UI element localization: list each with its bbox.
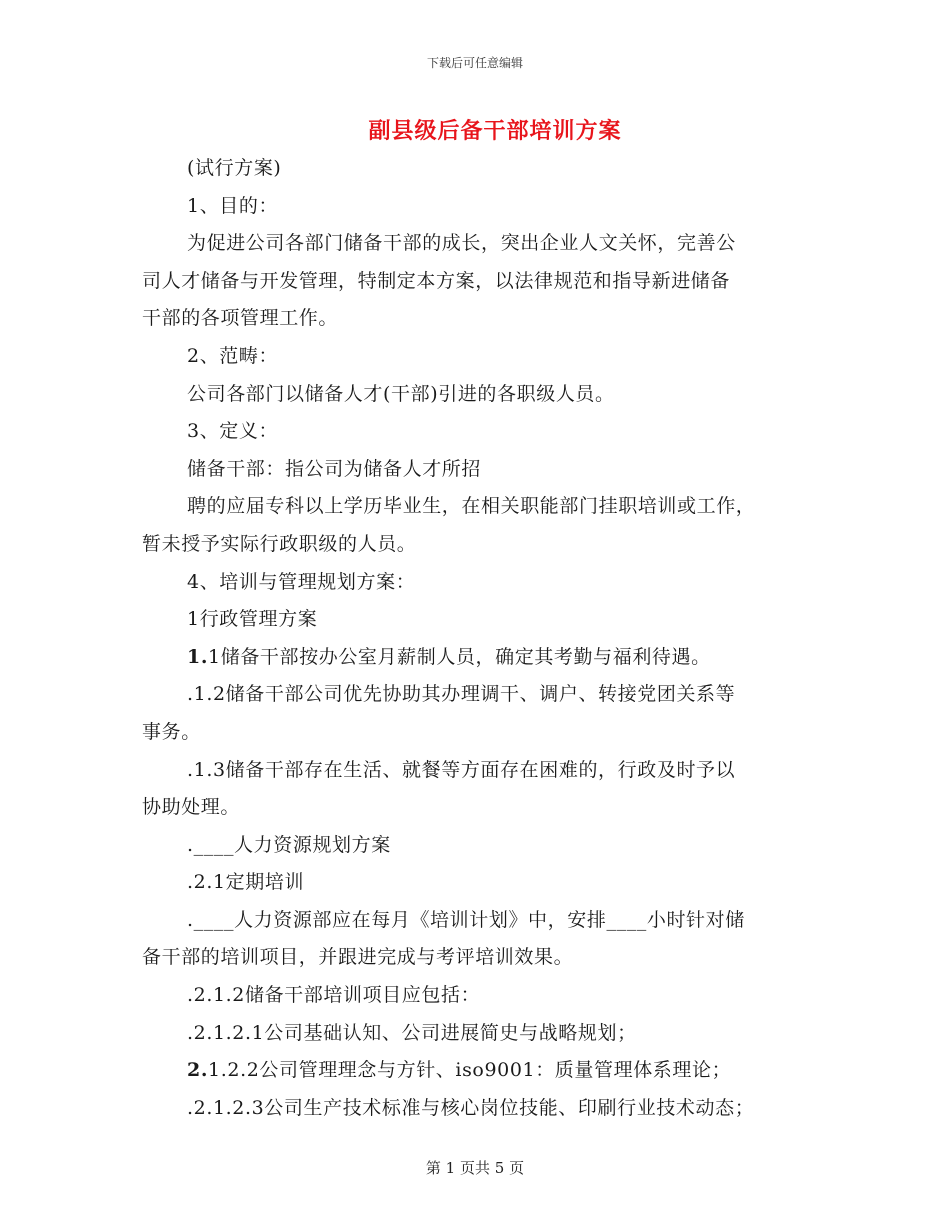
paragraph-line: 1行政管理方案 — [187, 608, 318, 631]
paragraph-line: 4、培训与管理规划方案： — [187, 570, 416, 593]
line-number-prefix: 1. — [187, 645, 209, 668]
document-title: 副县级后备干部培训方案 — [368, 118, 622, 144]
paragraph-line: 储备干部：指公司为储备人才所招 — [187, 457, 482, 480]
paragraph-line: 司人才储备与开发管理，特制定本方案，以法律规范和指导新进储备 — [142, 269, 731, 292]
paragraph-line: 1、目的： — [187, 194, 279, 217]
paragraph-line: 公司各部门以储备人才(干部)引进的各职级人员。 — [187, 382, 615, 405]
line-text: 1.2.2公司管理理念与方针、iso9001：质量管理体系理论； — [208, 1059, 732, 1082]
paragraph-line: .1.3储备干部存在生活、就餐等方面存在困难的，行政及时予以 — [187, 758, 736, 781]
paragraph-line: .____人力资源规划方案 — [187, 833, 391, 856]
line-number-prefix: 2. — [187, 1059, 209, 1082]
paragraph-line: .1.2储备干部公司优先协助其办理调干、调户、转接党团关系等 — [187, 683, 736, 706]
paragraph-line: 备干部的培训项目，并跟进完成与考评培训效果。 — [142, 946, 574, 969]
paragraph-line — [142, 639, 807, 677]
paragraph-line: .2.1.2储备干部培训项目应包括： — [187, 984, 481, 1007]
paragraph-line: .____人力资源部应在每月《培训计划》中，安排____小时针对储 — [187, 908, 745, 931]
paragraph-line: .2.1.2.3公司生产技术标准与核心岗位技能、印刷行业技术动态； — [187, 1096, 755, 1119]
paragraph-line: 3、定义： — [187, 420, 279, 443]
page-header: 下载后可任意编辑 — [426, 56, 523, 70]
paragraph-line — [142, 1052, 807, 1090]
paragraph-line: 聘的应届专科以上学历毕业生，在相关职能部门挂职培训或工作， — [187, 495, 756, 518]
paragraph-line: (试行方案) — [187, 157, 282, 179]
document-body — [142, 150, 807, 1127]
paragraph-line: 2、范畴： — [187, 344, 279, 367]
paragraph-line: 事务。 — [142, 720, 201, 743]
page-footer: 第 1 页共 5 页 — [425, 1159, 525, 1177]
paragraph-line: 协助处理。 — [142, 796, 241, 819]
paragraph-line: .2.1.2.1公司基础认知、公司进展简史与战略规划； — [187, 1021, 637, 1044]
paragraph-line: 为促进公司各部门储备干部的成长，突出企业人文关怀，完善公 — [187, 232, 736, 255]
paragraph-line: 暂未授予实际行政职级的人员。 — [142, 532, 417, 555]
line-text: 1储备干部按办公室月薪制人员，确定其考勤与福利待遇。 — [208, 645, 711, 668]
paragraph-line: .2.1定期培训 — [187, 871, 305, 894]
paragraph-line: 干部的各项管理工作。 — [142, 307, 339, 330]
